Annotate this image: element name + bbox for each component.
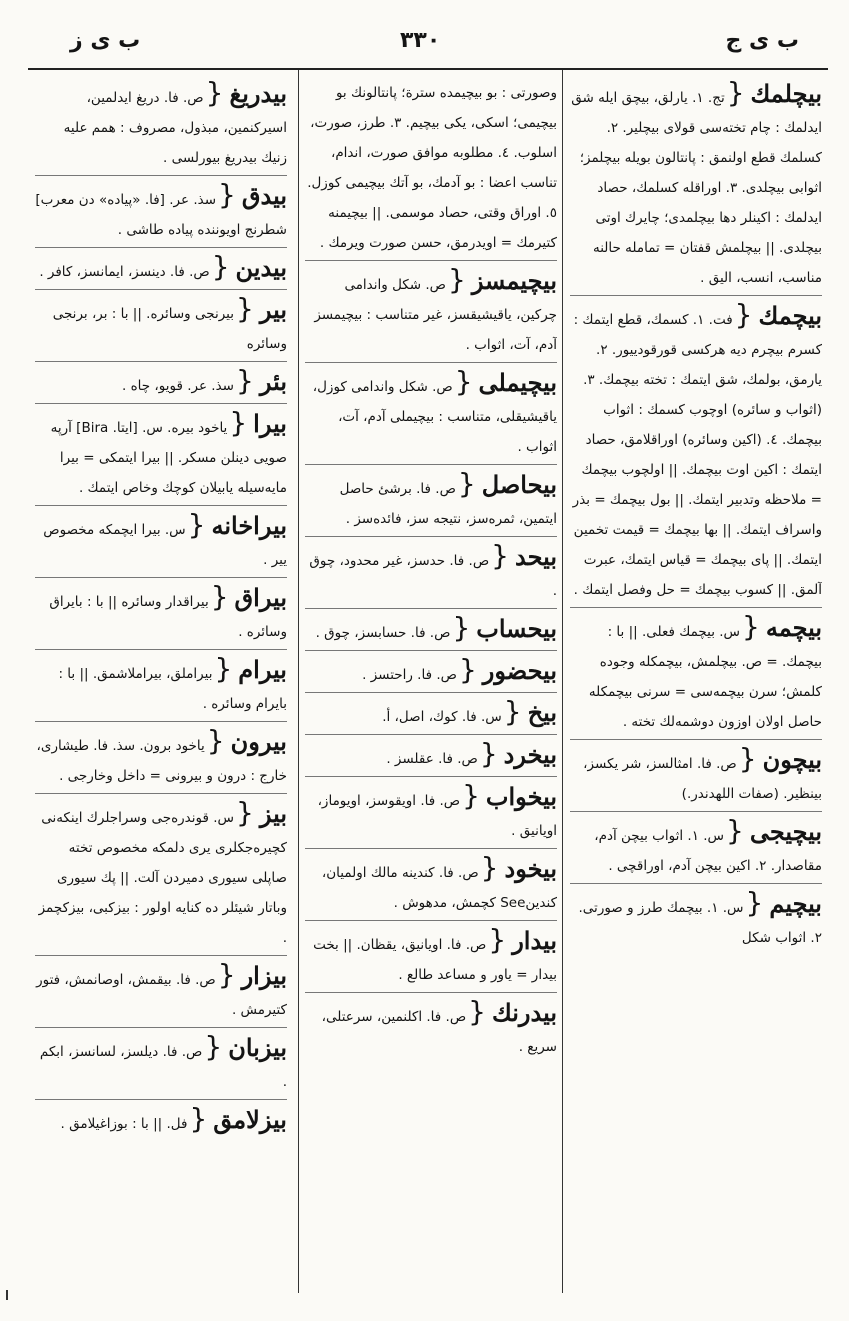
entry-definition: ص. فا. بيقمش، اوصانمش، فتور كتيرمش . — [36, 972, 287, 1018]
entry-definition: س. بيرا ايچمكه مخصوص يير . — [43, 522, 287, 568]
brace-glyph: { — [726, 814, 744, 847]
dictionary-entry — [570, 744, 822, 812]
brace-glyph: { — [454, 365, 473, 398]
dictionary-entry — [35, 78, 287, 176]
brace-glyph: { — [236, 796, 254, 829]
dictionary-entry — [35, 960, 287, 1028]
brace-glyph: { — [214, 652, 233, 685]
entry-headword: بيخود — [504, 854, 557, 883]
column-divider-left — [298, 70, 299, 1293]
dictionary-entry — [570, 888, 822, 953]
entry-definition: ص. فا. امثالسز، شر يكسز، بينظير. (صفات اللهدندر.) — [583, 756, 822, 802]
brace-glyph: { — [462, 779, 480, 812]
brace-glyph: { — [738, 742, 757, 775]
dictionary-entry — [305, 613, 557, 651]
dictionary-entry — [35, 726, 287, 794]
dictionary-entry — [35, 1032, 287, 1100]
entry-definition: سذ. عر. قويو، چاه . — [122, 378, 234, 394]
dictionary-entry — [305, 265, 557, 363]
entry-headword: بئر — [259, 367, 287, 396]
entry-definition: ص. فا. اكلنمين، سرعتلى، سريع . — [321, 1009, 557, 1055]
entry-headword: بيچمك — [758, 301, 822, 330]
entry-headword: بيدق — [241, 181, 287, 210]
entry-definition: فل. || با : بوزاغيلامق . — [60, 1116, 188, 1132]
dictionary-entry — [35, 294, 287, 362]
dictionary-entry — [35, 654, 287, 722]
entry-definition: بيراملق، بيراملاشمق. || با : بايرام وسائره . — [58, 666, 287, 712]
dictionary-entry — [305, 469, 557, 537]
entry-definition: ص. فا. ديلسز، لسانسز، ابكم . — [39, 1044, 287, 1090]
brace-glyph: { — [218, 178, 236, 211]
entry-definition: س. بيچمك فعلى. || با : بيچمك. = ص. بيچلمش، بيچمكله وجوده كلمش؛ سرن بيچمه‌سى = سرنى بيچمكله حاصل اولان اوزون دوشمه‌لك تخته . — [588, 624, 822, 730]
brace-glyph: { — [217, 958, 236, 991]
dictionary-entry — [305, 655, 557, 693]
entry-headword: بيحد — [514, 542, 557, 571]
entry-headword: بيدين — [235, 253, 287, 282]
entry-headword: بيخواب — [485, 782, 557, 811]
entry-definition: ص. فا. دريغ ايدلمين، اسيركنمين، مبذول، مصروف : همم عليه‌ زنيك بيدريغ بيورلسى . — [63, 90, 287, 166]
brace-glyph: { — [488, 923, 507, 956]
entry-headword: بيرا — [253, 409, 287, 438]
entry-headword: بيچيم — [769, 889, 822, 918]
brace-glyph: { — [734, 298, 753, 331]
entry-headword: بيخ — [527, 698, 557, 727]
entry-definition: ص. فا. اويانيق، يقظان. || بخت بيدار = ياور و مساعد طالع . — [313, 937, 557, 983]
entry-headword: بيچون — [762, 745, 822, 774]
entry-headword: بيزلامق — [213, 1105, 287, 1134]
dictionary-entry — [305, 697, 557, 735]
entry-headword: بيرون — [230, 727, 287, 756]
dictionary-entry — [570, 300, 822, 608]
dictionary-entry — [305, 739, 557, 777]
entry-definition: ص. شكل واندامى كوزل، ياقيشيقلى، متناسب : بيچيملى آدم، آت، اثواب . — [312, 379, 557, 455]
dictionary-entry — [35, 252, 287, 290]
brace-glyph: { — [204, 1030, 223, 1063]
entry-headword: بيحضور — [482, 656, 557, 685]
entry-headword: بيراخانه — [211, 511, 287, 540]
entry-definition: ياخود بيره. س. [ايتا. Bira] آرپه صويى دينلن مسكر. || بيرا ايتمكى = بيرا مايه‌سيله يابيلان كوچك وخاص ايتمك . — [50, 420, 287, 496]
entry-definition: وصورتى : بو بيچيمده سترة؛ پانتالونك بو بيچيمى؛ اسكى، يكى بيچيم. ٣. طرز، صورت، اسلوب. ٤. مطلوبه موافق صورت، اندام، تناسب اعضا : بو آدمك، بو آتك بيچيمى كوزل. ٥. اوراق وقتى، حصاد موسمى. || بيچيمنه كتيرمك = اويدرمق، حسن صورت ويرمك . — [307, 85, 557, 251]
dictionary-entry — [305, 997, 557, 1062]
header-rule — [28, 68, 828, 70]
dictionary-entry — [305, 78, 557, 261]
brace-glyph: { — [745, 886, 764, 919]
dictionary-entry — [570, 78, 822, 296]
entry-definition: س. فا. كوك، اصل، أ. — [382, 709, 502, 725]
entry-headword: بيخرد — [503, 740, 557, 769]
entry-definition: ياخود برون. سذ. فا. طيشارى، خارج : درون و بيرونى = داخل وخارجى . — [36, 738, 287, 784]
entry-headword: بيحاصل — [481, 470, 557, 499]
dictionary-entry — [570, 816, 822, 884]
column-right — [570, 78, 822, 1298]
dictionary-entry — [35, 582, 287, 650]
dictionary-entry — [305, 541, 557, 609]
header-right-letters: ب ى ج — [725, 28, 799, 53]
entry-definition: فت. ١. كسمك، قطع ايتمك : كسرم بيچرم ديه هركسى قورقودييور. ٢. يارمق، بولمك، شق ايتمك : تخته بيچمك. ٣. (اثواب و سائره) اوچوب كسمك : اثواب بيچمك. ٤. (اكين وسائره) اوراقلامق، حصاد ايتمك : اكين اوت بيچمك. || اولچوب بيچمك = ملاحظه وتدبير ايتمك. || بول بيچمك = بذر واسراف ايتمك. || بها بيچمك = قيمت تخمين ايتمك. || پاى بيچمك = قياس ايتمك، عبرت آلمق. || كسوب بيچمك = حل وفصل ايتمك . — [572, 312, 822, 598]
entry-definition: ص. فا. دينسز، ايمانسز، كافر . — [39, 264, 210, 280]
entry-headword: بيز — [259, 799, 287, 828]
dictionary-entry — [35, 180, 287, 248]
dictionary-entry — [305, 925, 557, 993]
brace-glyph: { — [206, 724, 225, 757]
entry-definition: ص. فا. راحتسز . — [362, 667, 457, 683]
dictionary-entry — [305, 853, 557, 921]
entry-definition: تج. ١. يارلق، بيچق ايله شق ايدلمك : چام تخته‌سى قولاى بيچلير. ٢. كسلمك قطع اولنمق : پانتالون بويله بيچلمز؛ اثوابى بيچلدى. ٣. اوراقله كسلمك، حصاد ايدلمك : اكينلر دها بيچلمدى؛ چايرك اوتى بيچلدى. || بيچلمش قفتان = تمامله حالنه مناسب، انسب، اليق . — [571, 90, 822, 286]
entry-definition: بيراقدار وسائره || با : بايراق وسائره . — [49, 594, 287, 640]
dictionary-entry — [35, 366, 287, 404]
brace-glyph: { — [480, 851, 499, 884]
brace-glyph: { — [211, 250, 230, 283]
brace-glyph: { — [468, 995, 486, 1028]
brace-glyph: { — [503, 695, 522, 728]
brace-glyph: { — [187, 508, 206, 541]
brace-glyph: { — [236, 364, 254, 397]
entry-headword: بيدار — [512, 926, 557, 955]
entry-definition: ص. فا. عقلسز . — [386, 751, 478, 767]
entry-definition: ص. فا. اويقوسز، اويوماز، اويانيق . — [317, 793, 557, 839]
entry-headword: بيزار — [241, 961, 287, 990]
dictionary-entry — [305, 781, 557, 849]
dictionary-entry — [35, 408, 287, 506]
page-number: ٣٣٠ — [400, 28, 441, 53]
entry-definition: ص. فا. كندينه مالك اولميان، كندينSee كچمش، مدهوش . — [321, 865, 557, 911]
entry-headword: بيراق — [234, 583, 287, 612]
brace-glyph: { — [491, 539, 509, 572]
entry-definition: ص. فا. حدسز، غير محدود، چوق . — [309, 553, 557, 599]
brace-glyph: { — [205, 78, 224, 109]
brace-glyph: { — [458, 653, 477, 686]
entry-definition: ص. فا. برشئ حاصل ايتمين، ثمره‌سز، نتيجه سز، فائده‌سز . — [339, 481, 557, 527]
brace-glyph: { — [479, 737, 498, 770]
dictionary-entry — [35, 510, 287, 578]
entry-definition: سذ. عر. [فا. «پياده» دن معرب] شطرنج اويوننده پياده طاشى . — [35, 192, 287, 238]
entry-definition: بيرنجى وسائره. || با : بر، برنجى وسائره — [52, 306, 287, 352]
entry-headword: بيرام — [238, 655, 287, 684]
entry-headword: بيزبان — [228, 1033, 287, 1062]
entry-headword: بيچلمك — [750, 79, 822, 108]
brace-glyph: { — [229, 406, 248, 439]
dictionary-entry — [570, 612, 822, 740]
brace-glyph: { — [457, 467, 476, 500]
entry-headword: بيچيجى — [749, 817, 822, 846]
brace-glyph: { — [236, 292, 254, 325]
brace-glyph: { — [742, 610, 760, 643]
entry-definition: ص. شكل واندامى چركين، ياقيشيقسز، غير متناسب : بيچيمسز آدم، آت، اثواب . — [314, 277, 557, 353]
margin-mark — [6, 1290, 8, 1300]
brace-glyph: { — [452, 611, 471, 644]
entry-definition: س. ١. بيچمك طرز و صورتى. ٢. اثواب شكل — [578, 900, 822, 946]
dictionary-entry — [35, 798, 287, 956]
entry-headword: بيچمه — [765, 613, 822, 642]
entry-definition: س. قوندره‌جى وسراجلرك اينكه‌نى كچيره‌جكلرى يرى دلمكه مخصوص تخته صاپلى سيورى دميردن آلت. || پك سيورى وباتار شيئلر ده كنايه اولور : بيزكبى، بيزكچمز . — [38, 810, 287, 946]
column-divider-right — [562, 70, 563, 1293]
entry-headword: بير — [259, 295, 287, 324]
brace-glyph: { — [447, 263, 466, 296]
header-left-letters: ب ى ز — [70, 28, 141, 53]
brace-glyph: { — [210, 580, 229, 613]
dictionary-entry — [35, 1104, 287, 1139]
entry-headword: بيدرنك — [491, 998, 557, 1027]
column-middle — [305, 78, 557, 1298]
entry-headword: بيچيملى — [478, 368, 557, 397]
entry-headword: بيچيمسز — [471, 266, 557, 295]
entry-definition: ص. فا. حسابسز، چوق . — [315, 625, 451, 641]
entry-headword: بيدريغ — [229, 79, 287, 108]
brace-glyph: { — [726, 78, 745, 109]
brace-glyph: { — [189, 1102, 208, 1135]
column-left — [35, 78, 287, 1298]
entry-definition: س. ١. اثواب بيچن آدم، مقاصدار. ٢. اكين بيچن آدم، اوراقچى . — [594, 828, 822, 874]
entry-headword: بيحساب — [476, 614, 557, 643]
dictionary-entry — [305, 367, 557, 465]
